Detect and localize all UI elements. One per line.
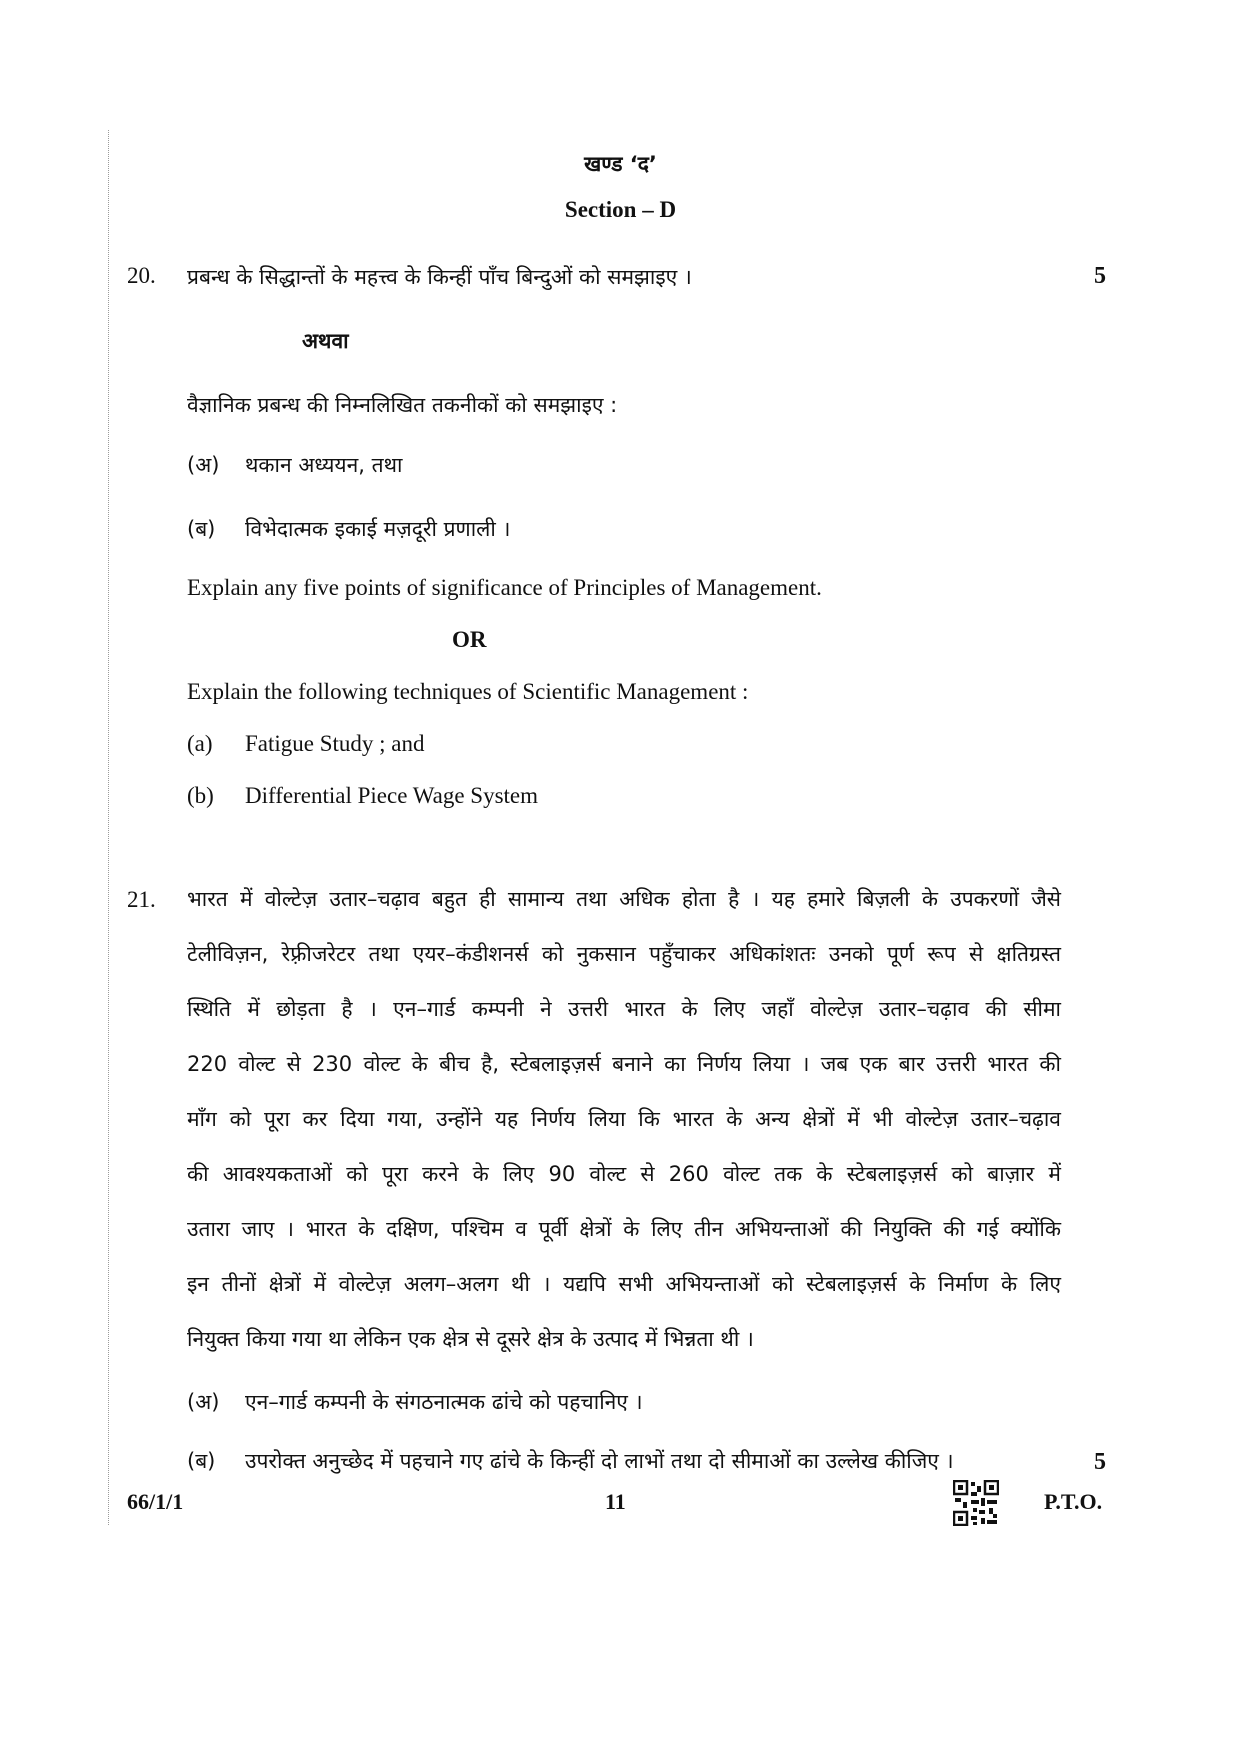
q20-hindi-or: अथवा: [302, 329, 349, 353]
q21-paragraph-line: की आवश्यकताओं को पूरा करने के लिए 90 वोल्ट से 260 वोल्ट तक के स्टेबलाइज़र्स को बाज़ार में: [187, 1162, 1061, 1186]
q21-marks: 5: [1094, 1449, 1106, 1475]
q20-english-question: Explain any five points of significance of Principles of Management.: [187, 575, 822, 600]
q20-english-alt: Explain the following techniques of Scientific Management :: [187, 679, 749, 704]
q20-marks: 5: [1094, 263, 1106, 289]
q21-part-a-text: एन–गार्ड कम्पनी के संगठनात्मक ढांचे को पहचानिए ।: [245, 1390, 643, 1414]
q21-paragraph-line: इन तीनों क्षेत्रों में वोल्टेज़ अलग–अलग थी । यद्यपि सभी अभियन्ताओं को स्टेबलाइज़र्स के निर्माण के लिए: [187, 1272, 1061, 1296]
q20-hindi-alt: वैज्ञानिक प्रबन्ध की निम्नलिखित तकनीकों को समझाइए :: [187, 393, 618, 417]
footer-page-number: 11: [605, 1489, 626, 1514]
q21-part-b-text: उपरोक्त अनुच्छेद में पहचाने गए ढांचे के किन्हीं दो लाभों तथा दो सीमाओं का उल्लेख कीजिए ।: [245, 1449, 954, 1473]
q21-number: 21.: [127, 887, 156, 912]
section-title-english: Section – D: [564, 197, 677, 222]
q20-english-part-a-label: (a): [187, 731, 213, 756]
margin-dotted-line: [108, 130, 113, 1525]
q20-english-part-b-label: (b): [187, 783, 214, 808]
q20-english-part-a-text: Fatigue Study ; and: [245, 731, 425, 756]
q20-english-or: OR: [452, 627, 487, 652]
q20-hindi-question: प्रबन्ध के सिद्धान्तों के महत्त्व के किन्हीं पाँच बिन्दुओं को समझाइए ।: [187, 265, 692, 289]
footer-pto: P.T.O.: [1044, 1489, 1103, 1514]
section-title-hindi: खण्ड ‘द’: [584, 152, 657, 176]
q21-paragraph-line: उतारा जाए । भारत के दक्षिण, पश्चिम व पूर्वी क्षेत्रों के लिए तीन अभियन्ताओं की नियुक्ति की गई क्योंकि: [187, 1217, 1061, 1241]
q20-hindi-part-b-text: विभेदात्मक इकाई मज़दूरी प्रणाली ।: [245, 517, 511, 541]
q21-paragraph-line: 220 वोल्ट से 230 वोल्ट के बीच है, स्टेबलाइज़र्स बनाने का निर्णय लिया । जब एक बार उत्तरी भारत की: [187, 1052, 1061, 1076]
q21-paragraph-line: स्थिति में छोड़ता है । एन–गार्ड कम्पनी ने उत्तरी भारत के लिए जहाँ वोल्टेज़ उतार–चढ़ाव की सीमा: [187, 997, 1061, 1021]
q20-number: 20.: [127, 263, 156, 288]
q20-hindi-part-a-text: थकान अध्ययन, तथा: [245, 453, 403, 477]
q21-paragraph-line: टेलीविज़न, रेफ़्रीजरेटर तथा एयर–कंडीशनर्स को नुकसान पहुँचाकर अधिकांशतः उनको पूर्ण रूप से क्षतिग्रस्त: [187, 942, 1061, 966]
footer-code: 66/1/1: [127, 1489, 184, 1514]
q21-paragraph-line: माँग को पूरा कर दिया गया, उन्होंने यह निर्णय लिया कि भारत के अन्य क्षेत्रों में भी वोल्टेज़ उतार–चढ़ाव: [187, 1107, 1061, 1131]
q21-part-b-label: (ब): [187, 1449, 216, 1473]
q21-part-a-label: (अ): [187, 1390, 220, 1414]
q21-paragraph-line: भारत में वोल्टेज़ उतार–चढ़ाव बहुत ही सामान्य तथा अधिक होता है । यह हमारे बिज़ली के उपकरणों जैसे: [187, 887, 1061, 911]
qr-code-icon: [953, 1480, 999, 1526]
q20-english-part-b-text: Differential Piece Wage System: [245, 783, 539, 808]
q20-hindi-part-a-label: (अ): [187, 453, 220, 477]
q20-hindi-part-b-label: (ब): [187, 517, 216, 541]
q21-paragraph-line-last: नियुक्त किया गया था लेकिन एक क्षेत्र से दूसरे क्षेत्र के उत्पाद में भिन्नता थी ।: [187, 1327, 754, 1351]
